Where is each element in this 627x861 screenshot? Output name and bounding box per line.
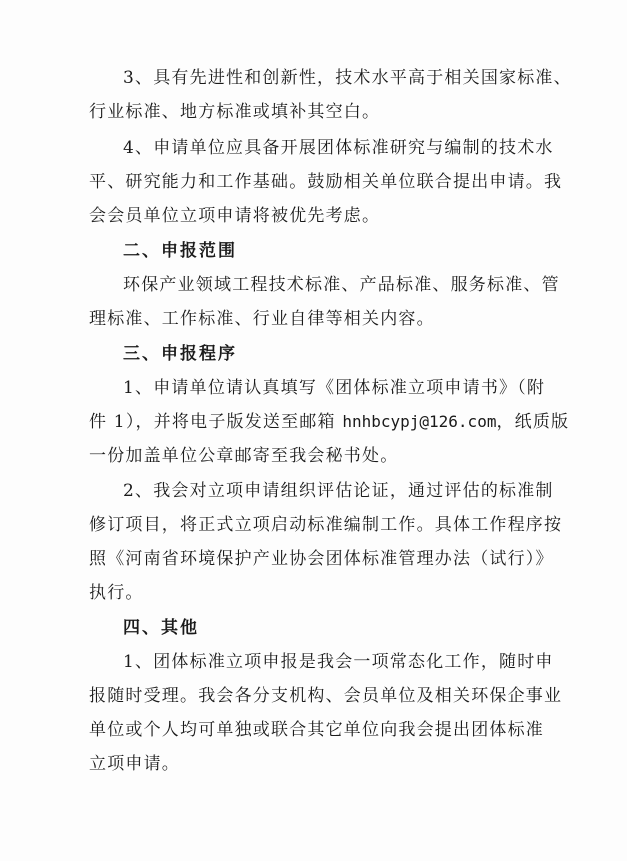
item4-line1: 4、申请单位应具备开展团体标准研究与编制的技术水 [123, 138, 554, 158]
section3-item2-line2: 修订项目，将正式立项启动标准编制工作。具体工作程序按 [89, 515, 563, 535]
section2-line1: 环保产业领域工程技术标准、产品标准、服务标准、管 [123, 275, 560, 295]
section4-item1-line4: 立项申请。 [89, 754, 180, 774]
item4-line3: 会会员单位立项申请将被优先考虑。 [89, 206, 381, 226]
section3-item1-line2 [89, 412, 569, 432]
section2-heading: 二、申报范围 [123, 241, 237, 261]
item4-line2: 平、研究能力和工作基础。鼓励相关单位联合提出申请。我 [89, 172, 563, 192]
section4-heading: 四、其他 [123, 618, 199, 638]
section3-item2-line3: 照《河南省环境保护产业协会团体标准管理办法（试行）》 [89, 549, 554, 569]
section2-line2: 理标准、工作标准、行业自律等相关内容。 [89, 309, 435, 329]
section3-heading: 三、申报程序 [123, 344, 237, 364]
section4-item1-line1: 1、团体标准立项申报是我会一项常态化工作，随时申 [123, 652, 554, 672]
item3-line2: 行业标准、地方标准或填补其空白。 [89, 102, 381, 122]
section3-item2-line1: 2、我会对立项申请组织评估论证，通过评估的标准制 [123, 481, 554, 501]
section4-item1-line2: 报随时受理。我会各分支机构、会员单位及相关环保企事业 [89, 686, 563, 706]
section3-item1-line3: 一份加盖单位公章邮寄至我会秘书处。 [89, 446, 399, 466]
section3-item1-line2-post: ，纸质版 [496, 412, 570, 432]
email-address: hnhbcypj@126.com [342, 412, 497, 431]
section3-item2-line4: 执行。 [89, 583, 144, 603]
section3-item1-line2-pre: 件 1），并将电子版发送至邮箱 [89, 412, 343, 432]
section3-item1-line1: 1、申请单位请认真填写《团体标准立项申请书》（附 [123, 378, 546, 398]
item3-line1: 3、具有先进性和创新性，技术水平高于相关国家标准、 [123, 68, 572, 88]
section4-item1-line3: 单位或个人均可单独或联合其它单位向我会提出团体标准 [89, 720, 544, 740]
